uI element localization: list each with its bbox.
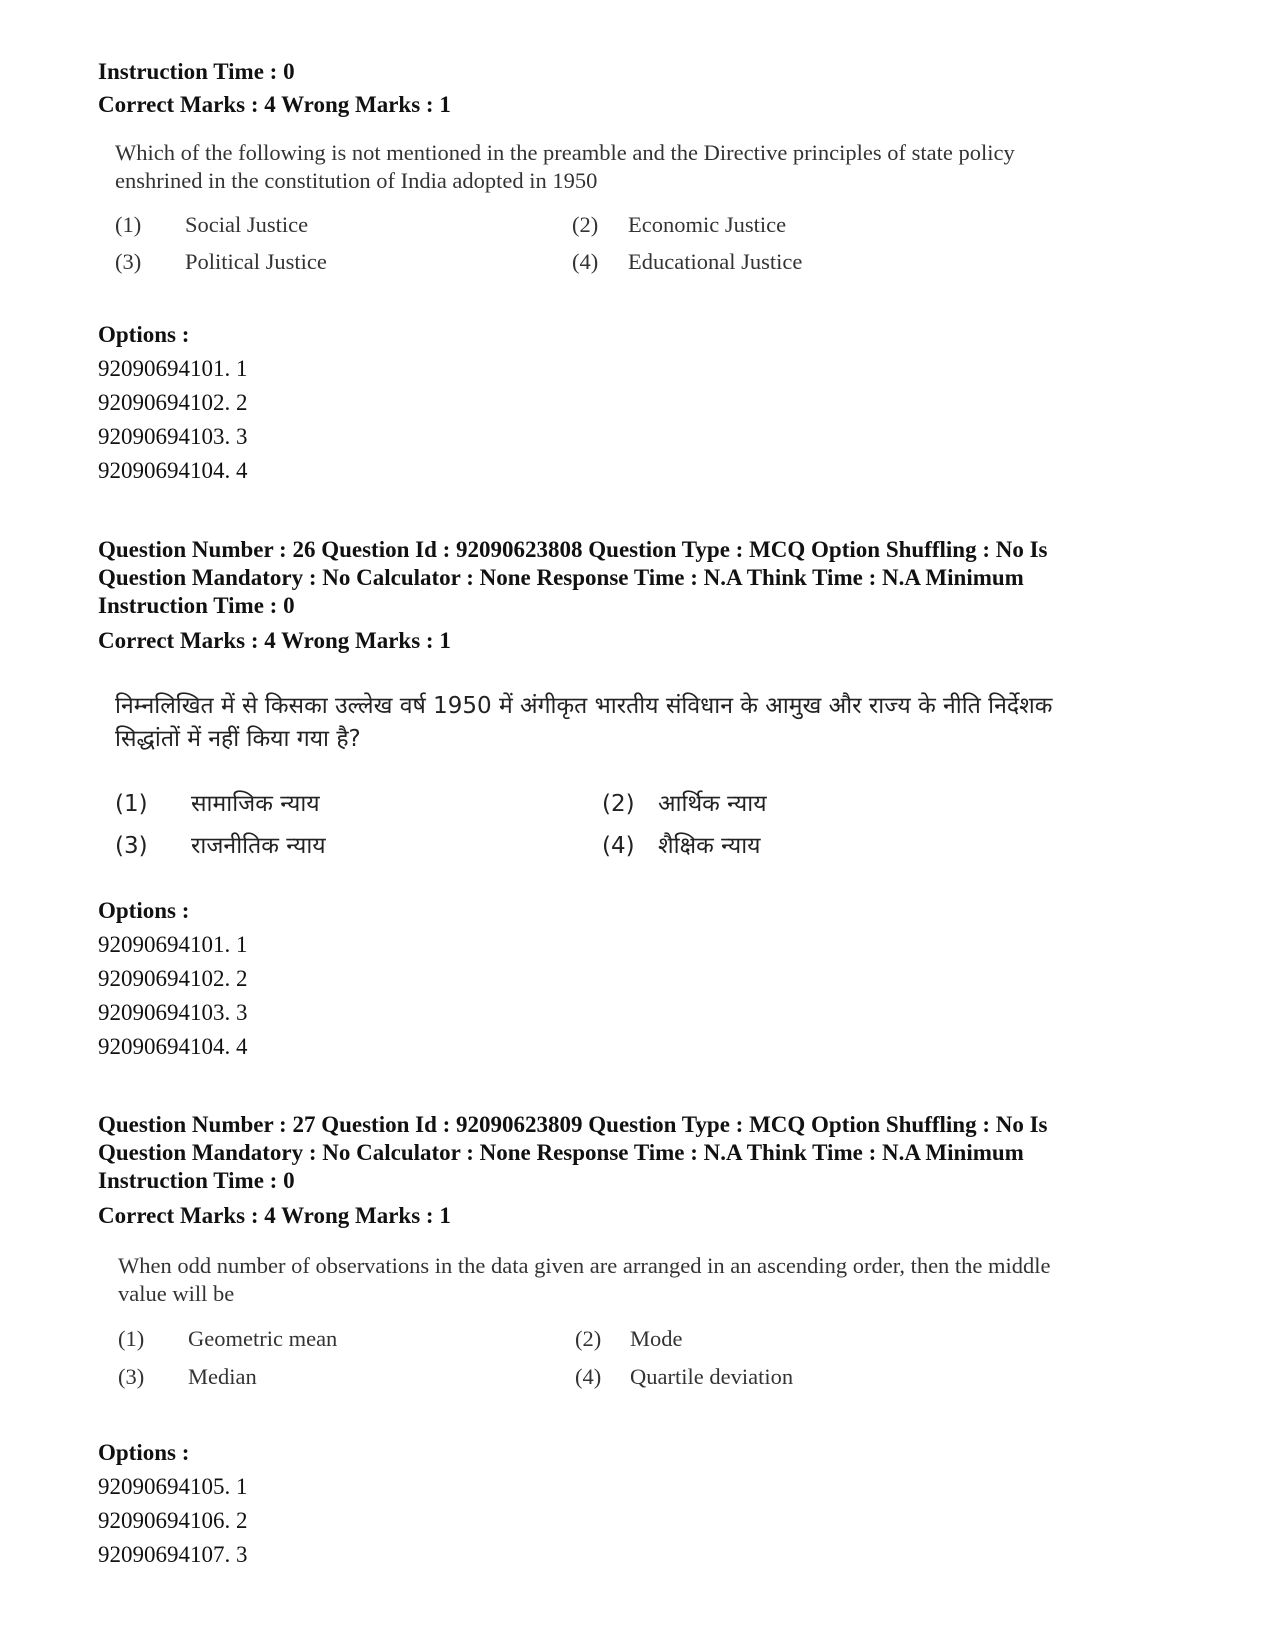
question-text: निम्नलिखित में से किसका उल्लेख वर्ष 1950 में अंगीकृत भारतीय संविधान के आमुख और राज्य के नीति निर्देशक सिद्धांतों में नहीं किया गया है? xyxy=(115,693,1053,752)
choice-text: आर्थिक न्याय xyxy=(658,791,767,817)
choice-text: Economic Justice xyxy=(628,212,787,237)
choice-text: राजनीतिक न्याय xyxy=(191,833,326,859)
question-header-line: Instruction Time : 0 xyxy=(98,593,295,618)
option-item: 92090694103. 3 xyxy=(98,1000,248,1025)
choice-3 xyxy=(118,1364,257,1390)
options-heading: Options : xyxy=(98,898,190,923)
choice-1 xyxy=(115,212,308,238)
choice-text: Political Justice xyxy=(185,249,327,274)
question-header-line: Question Number : 27 Question Id : 92090623809 Question Type : MCQ Option Shuffling : No Is xyxy=(98,1112,1048,1137)
option-item: 92090694104. 4 xyxy=(98,458,248,483)
choice-number: (4) xyxy=(572,249,599,274)
choice-number: (4) xyxy=(575,1364,602,1389)
choice-text: Mode xyxy=(630,1326,683,1351)
choice-text: शैक्षिक न्याय xyxy=(658,833,761,859)
option-item: 92090694107. 3 xyxy=(98,1542,248,1567)
choice-number: (2) xyxy=(575,1326,602,1351)
choice-2 xyxy=(575,1326,683,1352)
option-item: 92090694102. 2 xyxy=(98,966,248,991)
choice-number: (3) xyxy=(118,1364,145,1389)
question-header-line: Question Mandatory : No Calculator : None Response Time : N.A Think Time : N.A Minimum xyxy=(98,565,1024,590)
question-header-line: Question Number : 26 Question Id : 92090623808 Question Type : MCQ Option Shuffling : No Is xyxy=(98,537,1048,562)
choice-number: (4) xyxy=(602,833,635,859)
choice-3 xyxy=(115,249,327,275)
choice-number: (2) xyxy=(572,212,599,237)
choice-number: (1) xyxy=(118,1326,145,1351)
choice-text: सामाजिक न्याय xyxy=(191,791,320,817)
choice-2 xyxy=(572,212,786,238)
marks-line: Correct Marks : 4 Wrong Marks : 1 xyxy=(98,628,451,653)
option-item: 92090694101. 1 xyxy=(98,932,248,957)
choice-text: Median xyxy=(188,1364,257,1389)
option-item: 92090694104. 4 xyxy=(98,1034,248,1059)
choice-4 xyxy=(572,249,802,275)
options-heading: Options : xyxy=(98,322,190,347)
option-item: 92090694103. 3 xyxy=(98,424,248,449)
choice-number: (3) xyxy=(115,249,142,274)
choice-4 xyxy=(602,828,761,860)
choice-1 xyxy=(118,1326,337,1352)
choice-1 xyxy=(115,786,320,818)
question-header-line: Question Mandatory : No Calculator : None Response Time : N.A Think Time : N.A Minimum xyxy=(98,1140,1024,1165)
question-header-line: Instruction Time : 0 xyxy=(98,1168,295,1193)
instruction-time: Instruction Time : 0 xyxy=(98,59,295,84)
choice-number: (2) xyxy=(602,791,635,817)
option-item: 92090694102. 2 xyxy=(98,390,248,415)
choice-2 xyxy=(602,786,767,818)
choice-number: (1) xyxy=(115,212,142,237)
marks-line: Correct Marks : 4 Wrong Marks : 1 xyxy=(98,1203,451,1228)
marks-line: Correct Marks : 4 Wrong Marks : 1 xyxy=(98,92,451,117)
choice-text: Social Justice xyxy=(185,212,309,237)
option-item: 92090694101. 1 xyxy=(98,356,248,381)
choice-number: (3) xyxy=(115,833,148,859)
option-item: 92090694105. 1 xyxy=(98,1474,248,1499)
choice-text: Geometric mean xyxy=(188,1326,338,1351)
option-item: 92090694106. 2 xyxy=(98,1508,248,1533)
choice-number: (1) xyxy=(115,791,148,817)
options-heading: Options : xyxy=(98,1440,190,1465)
choice-3 xyxy=(115,828,326,860)
choice-text: Quartile deviation xyxy=(630,1364,794,1389)
choice-text: Educational Justice xyxy=(628,249,803,274)
choice-4 xyxy=(575,1364,793,1390)
question-text: Which of the following is not mentioned in the preamble and the Directive principles of state policy enshrined in the constitution of India adopted in 1950 xyxy=(115,140,1015,193)
question-text: When odd number of observations in the data given are arranged in an ascending order, then the middle value will be xyxy=(118,1253,1051,1306)
